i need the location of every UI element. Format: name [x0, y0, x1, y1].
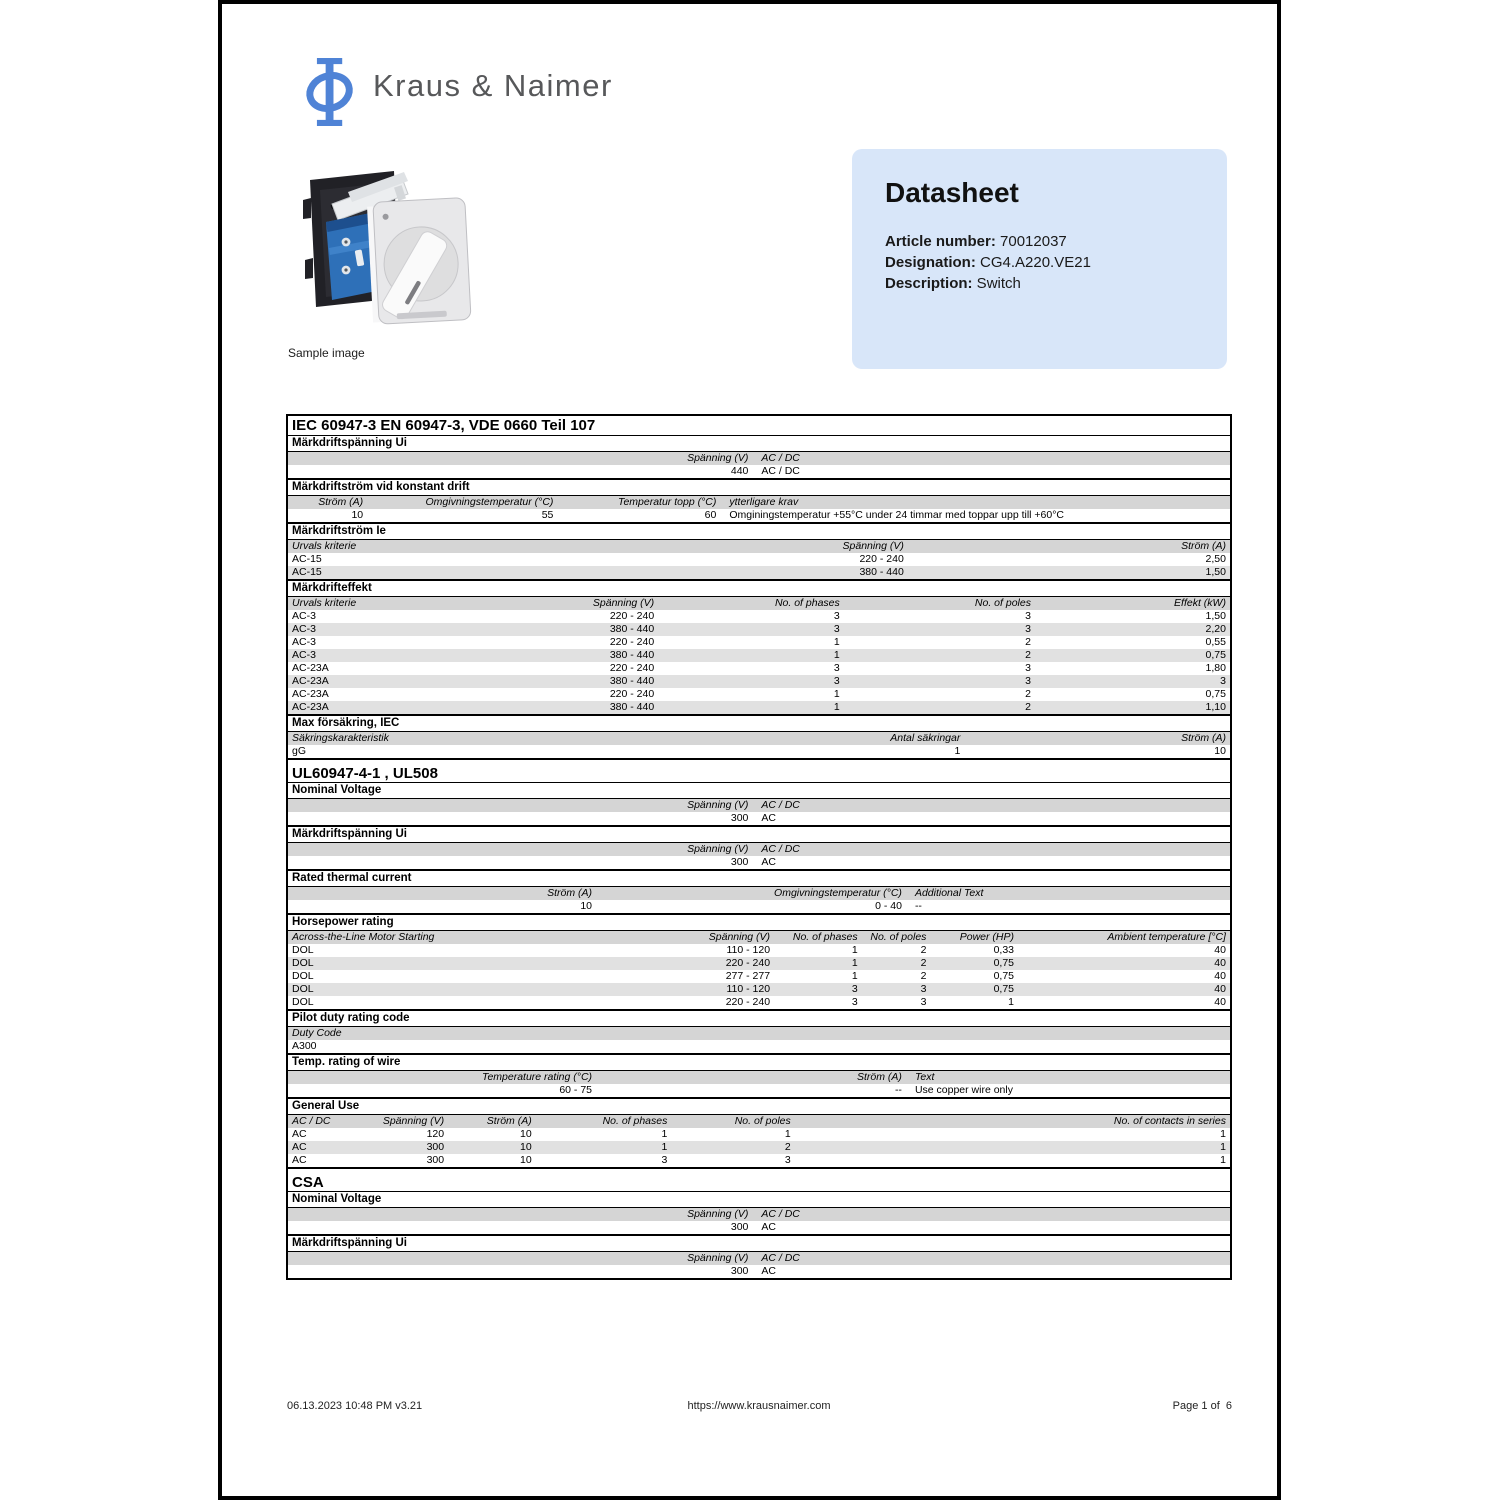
- data-cell: 380 - 440: [609, 649, 655, 661]
- data-cell: 1,80: [1205, 662, 1226, 674]
- table-row-sec: [288, 579, 1230, 597]
- table-section-title: Nominal Voltage: [292, 784, 382, 796]
- data-cell: 300: [426, 1154, 445, 1166]
- table-row-d: [288, 1141, 1230, 1154]
- data-cell: gG: [292, 745, 307, 757]
- data-cell: 3: [851, 983, 858, 995]
- table-row-d: [288, 944, 1230, 957]
- data-cell: 10: [520, 1154, 532, 1166]
- data-cell: 0,75: [1205, 649, 1226, 661]
- column-header-cell: No. of phases: [602, 1115, 668, 1127]
- data-cell: 220 - 240: [725, 996, 771, 1008]
- table-row-h: [288, 799, 1230, 812]
- table-row-sec: [288, 783, 1230, 799]
- data-cell: 1: [833, 688, 840, 700]
- data-cell: DOL: [292, 944, 314, 956]
- footer-url[interactable]: https://www.krausnaimer.com: [687, 1400, 831, 1412]
- table-row-d: [288, 856, 1230, 869]
- table-row-sec: [288, 869, 1230, 887]
- data-cell: 3: [833, 623, 840, 635]
- table-row-d: [288, 1221, 1230, 1234]
- data-cell: 220 - 240: [609, 688, 655, 700]
- column-header-cell: Spänning (V): [687, 843, 749, 855]
- table-row-d: [288, 1265, 1230, 1278]
- data-cell: 0 - 40: [875, 900, 902, 912]
- column-header-cell: No. of phases: [774, 597, 840, 609]
- data-cell: 1: [1008, 996, 1015, 1008]
- table-row-d: [288, 957, 1230, 970]
- table-row-h: [288, 931, 1230, 944]
- data-cell: AC-23A: [292, 688, 329, 700]
- data-cell: 3: [833, 610, 840, 622]
- table-row-h: [288, 1208, 1230, 1221]
- data-cell: AC-3: [292, 636, 316, 648]
- data-cell: 1,50: [1205, 566, 1226, 578]
- datasheet-info-box: [852, 149, 1227, 369]
- datasheet-field: Description: Switch: [885, 275, 1021, 292]
- footer-date: 06.13.2023 10:48 PM v3.21: [287, 1400, 423, 1412]
- data-cell: 10: [1214, 745, 1226, 757]
- data-cell: --: [914, 900, 922, 912]
- table-group-title: CSA: [292, 1174, 324, 1191]
- column-header-cell: Text: [914, 1071, 935, 1083]
- data-cell: 3: [1025, 675, 1031, 687]
- spec-table: [286, 414, 1232, 1280]
- data-cell: 2: [1025, 688, 1031, 700]
- table-section-title: Märkdriftström vid konstant drift: [292, 481, 470, 493]
- column-header-cell: Temperatur topp (°C): [618, 496, 717, 508]
- data-cell: 220 - 240: [609, 662, 655, 674]
- column-header-cell: Effekt (kW): [1174, 597, 1226, 609]
- data-cell: AC-23A: [292, 701, 329, 713]
- table-row-d: [288, 662, 1230, 675]
- table-row-h: [288, 887, 1230, 900]
- data-cell: 10: [520, 1128, 532, 1140]
- data-cell: 3: [833, 675, 840, 687]
- data-cell: A300: [292, 1040, 317, 1052]
- data-cell: 120: [426, 1128, 445, 1140]
- data-cell: AC: [292, 1141, 307, 1153]
- data-cell: 60 - 75: [559, 1084, 593, 1096]
- sample-image-caption: Sample image: [288, 346, 365, 360]
- data-cell: 3: [1025, 610, 1031, 622]
- table-row-h: [288, 1027, 1230, 1040]
- column-header-cell: AC / DC: [761, 1252, 800, 1264]
- table-section-title: Märkdriftström Ie: [292, 525, 386, 537]
- data-cell: 2: [920, 944, 927, 956]
- table-row-h: [288, 1071, 1230, 1084]
- data-cell: AC-15: [292, 553, 322, 565]
- table-row-sec: [288, 1097, 1230, 1115]
- data-cell: Use copper wire only: [914, 1084, 1013, 1096]
- column-header-cell: No. of poles: [870, 931, 927, 943]
- data-cell: 0,75: [993, 970, 1015, 982]
- data-cell: AC: [761, 1221, 776, 1233]
- column-header-cell: Antal säkringar: [890, 732, 961, 744]
- column-header-cell: Ström (A): [857, 1071, 902, 1083]
- data-cell: 380 - 440: [859, 566, 904, 578]
- table-group-title: IEC 60947-3 EN 60947-3, VDE 0660 Teil 107: [292, 417, 596, 434]
- data-cell: AC-15: [292, 566, 322, 578]
- table-row-sec: [288, 825, 1230, 843]
- table-row-d: [288, 701, 1230, 714]
- table-row-h: [288, 540, 1230, 553]
- column-header-cell: No. of contacts in series: [1113, 1115, 1226, 1127]
- data-cell: 0,33: [993, 944, 1015, 956]
- table-row-sec: [288, 1009, 1230, 1027]
- data-cell: 110 - 120: [726, 944, 771, 956]
- data-cell: 1: [661, 1128, 668, 1140]
- table-row-d: [288, 649, 1230, 662]
- column-header-cell: Spänning (V): [708, 931, 771, 943]
- column-header-cell: No. of poles: [734, 1115, 791, 1127]
- product-image: [298, 162, 482, 351]
- data-cell: 2: [1025, 636, 1031, 648]
- data-cell: AC: [292, 1128, 307, 1140]
- data-cell: AC-3: [292, 623, 316, 635]
- table-row-d: [288, 509, 1230, 522]
- column-header-cell: Spänning (V): [842, 540, 904, 552]
- column-header-cell: Omgivningstemperatur (°C): [774, 887, 902, 899]
- column-header-cell: Urvals kriterie: [292, 597, 357, 609]
- column-header-cell: AC / DC: [761, 452, 800, 464]
- table-section-title: Märkdriftspänning Ui: [292, 828, 408, 840]
- data-cell: AC: [761, 1265, 776, 1277]
- data-cell: AC: [292, 1154, 307, 1166]
- table-row-d: [288, 745, 1230, 758]
- data-cell: 110 - 120: [726, 983, 771, 995]
- data-cell: 3: [920, 983, 927, 995]
- data-cell: AC / DC: [761, 465, 800, 477]
- table-row-d: [288, 623, 1230, 636]
- table-section-title: Märkdrifteffekt: [292, 582, 372, 594]
- data-cell: 2,20: [1205, 623, 1226, 635]
- table-section-title: Rated thermal current: [292, 872, 412, 884]
- data-cell: 300: [730, 812, 749, 824]
- table-group-title: UL60947-4-1 , UL508: [292, 765, 438, 782]
- table-row-group: [288, 416, 1230, 436]
- column-header-cell: Omgivningstemperatur (°C): [425, 496, 554, 508]
- data-cell: 1: [1220, 1128, 1226, 1140]
- table-section-title: Pilot duty rating code: [292, 1012, 410, 1024]
- data-cell: 3: [920, 996, 927, 1008]
- table-row-h: [288, 843, 1230, 856]
- data-cell: 0,75: [993, 983, 1015, 995]
- data-cell: 3: [851, 996, 858, 1008]
- data-cell: 380 - 440: [609, 701, 655, 713]
- data-cell: 60: [704, 509, 717, 521]
- data-cell: AC: [761, 856, 776, 868]
- table-row-group: [288, 758, 1230, 783]
- table-row-sec: [288, 436, 1230, 452]
- column-header-cell: Spänning (V): [687, 1208, 749, 1220]
- table-row-d: [288, 610, 1230, 623]
- column-header-cell: Temperature rating (°C): [482, 1071, 593, 1083]
- column-header-cell: Ström (A): [1181, 540, 1226, 552]
- data-cell: 2: [1025, 649, 1031, 661]
- table-row-h: [288, 1252, 1230, 1265]
- table-section-title: General Use: [292, 1100, 360, 1112]
- table-section-title: Max försäkring, IEC: [292, 717, 400, 729]
- data-cell: 1: [851, 944, 858, 956]
- data-cell: 300: [730, 1265, 749, 1277]
- data-cell: 40: [1214, 983, 1226, 995]
- data-cell: 300: [730, 1221, 749, 1233]
- table-row-d: [288, 553, 1230, 566]
- table-row-h: [288, 732, 1230, 745]
- column-header-cell: AC / DC: [292, 1115, 331, 1127]
- table-row-sec: [288, 1192, 1230, 1208]
- table-row-d: [288, 1128, 1230, 1141]
- data-cell: 1: [784, 1128, 791, 1140]
- data-cell: 55: [541, 509, 554, 521]
- table-row-h: [288, 597, 1230, 610]
- table-row-h: [288, 1115, 1230, 1128]
- data-cell: AC-3: [292, 610, 316, 622]
- column-header-cell: AC / DC: [761, 1208, 800, 1220]
- data-cell: DOL: [292, 996, 314, 1008]
- data-cell: 300: [426, 1141, 445, 1153]
- table-row-d: [288, 1084, 1230, 1097]
- column-header-cell: Duty Code: [292, 1027, 342, 1039]
- data-cell: 440: [730, 465, 749, 477]
- data-cell: 1: [1220, 1141, 1226, 1153]
- document-page: [218, 0, 1281, 1500]
- table-section-title: Märkdriftspänning Ui: [292, 437, 408, 449]
- column-header-cell: Spänning (V): [687, 799, 749, 811]
- data-cell: 1: [833, 701, 840, 713]
- data-cell: 220 - 240: [859, 553, 904, 565]
- table-row-sec: [288, 478, 1230, 496]
- data-cell: AC-23A: [292, 662, 329, 674]
- column-header-cell: Power (HP): [959, 931, 1015, 943]
- table-section-title: Temp. rating of wire: [292, 1056, 401, 1068]
- data-cell: DOL: [292, 970, 314, 982]
- table-row-d: [288, 1040, 1230, 1053]
- data-cell: 3: [661, 1154, 668, 1166]
- footer-page-number: Page 1 of 6: [1172, 1400, 1232, 1412]
- data-cell: 2,50: [1205, 553, 1226, 565]
- column-header-cell: Ström (A): [547, 887, 593, 899]
- table-row-sec: [288, 1053, 1230, 1071]
- table-row-d: [288, 1154, 1230, 1167]
- table-section-title: Nominal Voltage: [292, 1193, 382, 1205]
- datasheet-field: Article number: 70012037: [885, 233, 1067, 250]
- column-header-cell: Spänning (V): [687, 452, 749, 464]
- datasheet-fields: [885, 231, 1194, 294]
- data-cell: 1: [954, 745, 961, 757]
- table-row-d: [288, 996, 1230, 1009]
- data-cell: 1: [851, 957, 858, 969]
- table-row-d: [288, 675, 1230, 688]
- data-cell: 3: [833, 662, 840, 674]
- data-cell: 3: [1025, 623, 1031, 635]
- column-header-cell: Spänning (V): [382, 1115, 445, 1127]
- column-header-cell: Ström (A): [1181, 732, 1226, 744]
- table-row-h: [288, 452, 1230, 465]
- data-cell: 1: [833, 649, 840, 661]
- data-cell: 1: [833, 636, 840, 648]
- column-header-cell: Ström (A): [486, 1115, 532, 1127]
- data-cell: 2: [1025, 701, 1031, 713]
- data-cell: 277 - 277: [725, 970, 771, 982]
- column-header-cell: Additional Text: [914, 887, 984, 899]
- data-cell: 10: [520, 1141, 532, 1153]
- data-cell: 380 - 440: [609, 675, 655, 687]
- column-header-cell: Urvals kriterie: [292, 540, 357, 552]
- column-header-cell: ytterligare krav: [729, 496, 799, 508]
- table-section-title: Horsepower rating: [292, 916, 394, 928]
- data-cell: 3: [1220, 675, 1226, 687]
- data-cell: --: [894, 1084, 902, 1096]
- table-row-d: [288, 465, 1230, 478]
- data-cell: 3: [1025, 662, 1031, 674]
- data-cell: 1,50: [1205, 610, 1226, 622]
- table-row-d: [288, 900, 1230, 913]
- data-cell: 380 - 440: [609, 623, 655, 635]
- table-row-sec: [288, 714, 1230, 732]
- data-cell: 40: [1214, 957, 1226, 969]
- data-cell: 1: [661, 1141, 668, 1153]
- table-row-d: [288, 970, 1230, 983]
- table-row-sec: [288, 522, 1230, 540]
- data-cell: 2: [920, 970, 927, 982]
- data-cell: 10: [351, 509, 364, 521]
- data-cell: 2: [920, 957, 927, 969]
- data-cell: 40: [1214, 970, 1226, 982]
- column-header-cell: AC / DC: [761, 799, 800, 811]
- data-cell: 220 - 240: [609, 610, 655, 622]
- table-row-sec: [288, 1234, 1230, 1252]
- column-header-cell: No. of poles: [974, 597, 1031, 609]
- data-cell: 40: [1214, 996, 1226, 1008]
- data-cell: DOL: [292, 983, 314, 995]
- column-header-cell: AC / DC: [761, 843, 800, 855]
- data-cell: 1: [1220, 1154, 1226, 1166]
- column-header-cell: Säkringskarakteristik: [292, 732, 389, 744]
- data-cell: 0,75: [1205, 688, 1226, 700]
- table-row-d: [288, 983, 1230, 996]
- data-cell: AC-23A: [292, 675, 329, 687]
- column-header-cell: Ambient temperature [°C]: [1107, 931, 1226, 943]
- table-row-h: [288, 496, 1230, 509]
- data-cell: AC-3: [292, 649, 316, 661]
- data-cell: 220 - 240: [609, 636, 655, 648]
- table-row-d: [288, 566, 1230, 579]
- column-header-cell: Ström (A): [318, 496, 364, 508]
- data-cell: 300: [730, 856, 749, 868]
- data-cell: 0,75: [993, 957, 1015, 969]
- brand-phi-logo-icon: [303, 58, 357, 131]
- datasheet-field: Designation: CG4.A220.VE21: [885, 254, 1091, 271]
- data-cell: 3: [784, 1154, 791, 1166]
- column-header-cell: Across-the-Line Motor Starting: [292, 931, 435, 943]
- brand-name: Kraus & Naimer: [373, 68, 613, 103]
- table-row-group: [288, 1167, 1230, 1192]
- column-header-cell: No. of phases: [792, 931, 858, 943]
- table-row-d: [288, 812, 1230, 825]
- data-cell: 2: [784, 1141, 791, 1153]
- datasheet-title: Datasheet: [885, 177, 1019, 208]
- table-section-title: Märkdriftspänning Ui: [292, 1237, 408, 1249]
- data-cell: AC: [761, 812, 776, 824]
- data-cell: Omginingstemperatur +55°C under 24 timmar med toppar upp till +60°C: [729, 509, 1065, 521]
- data-cell: 40: [1214, 944, 1226, 956]
- data-cell: 0,55: [1205, 636, 1226, 648]
- data-cell: 220 - 240: [725, 957, 771, 969]
- table-row-d: [288, 688, 1230, 701]
- table-row-d: [288, 636, 1230, 649]
- data-cell: DOL: [292, 957, 314, 969]
- column-header-cell: Spänning (V): [687, 1252, 749, 1264]
- data-cell: 10: [580, 900, 593, 912]
- data-cell: 1,10: [1205, 701, 1226, 713]
- table-row-sec: [288, 913, 1230, 931]
- data-cell: 1: [851, 970, 858, 982]
- column-header-cell: Spänning (V): [592, 597, 655, 609]
